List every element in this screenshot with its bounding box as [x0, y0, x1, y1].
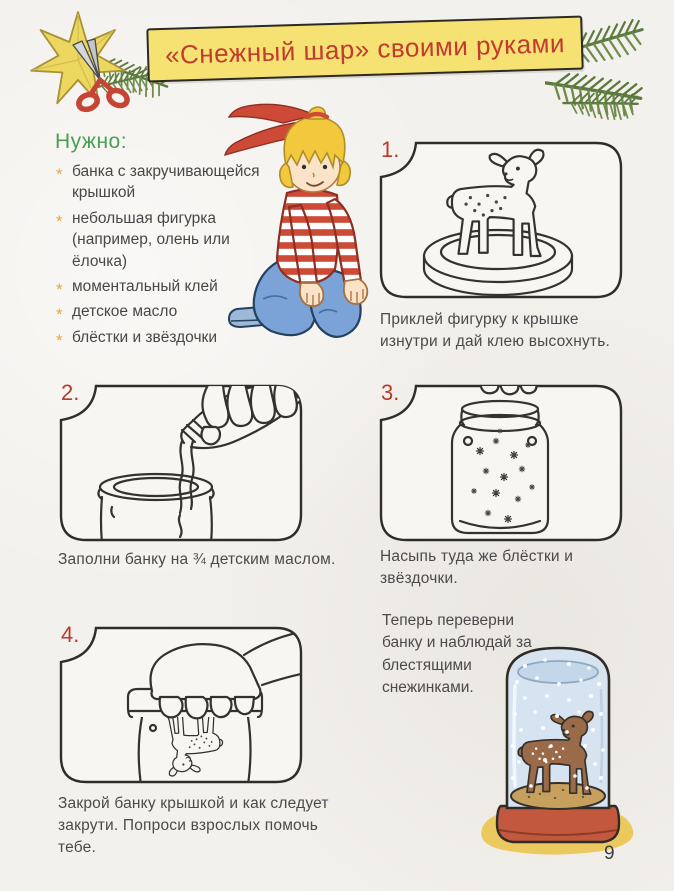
step-2-caption: Заполни банку на ¾ детским маслом. — [58, 551, 336, 568]
step-3-caption: Насыпь туда же блёстки и звёздочки. — [380, 548, 574, 587]
material-item: * блёстки и звёздочки — [55, 327, 260, 348]
step-4-number: 4. — [61, 622, 80, 647]
globe-ground — [511, 783, 605, 809]
asterisk-bullet-icon: * — [56, 165, 63, 184]
material-item: * небольшая фигурка (например, олень или ёлочка) — [56, 209, 230, 270]
asterisk-bullet-icon: * — [56, 211, 63, 231]
material-item: * банка с закручивающейся крышкой — [56, 163, 260, 202]
step-1-panel — [376, 137, 626, 300]
step-4-panel — [56, 622, 306, 785]
step-3-number: 3. — [381, 380, 400, 405]
final-instruction: Теперь переверни банку и наблюдай за блестящими снежинками. — [382, 612, 532, 697]
step-1-caption: Приклей фигурку к крышке изнутри и дай клею высохнуть. — [380, 311, 610, 350]
material-item: * детское масло — [55, 301, 260, 322]
page-number: 9 — [604, 843, 615, 864]
paper-star-and-scissors-icon — [18, 8, 153, 116]
step-2-number: 2. — [61, 380, 80, 405]
asterisk-bullet-icon: * — [56, 279, 63, 299]
asterisk-bullet-icon: * — [56, 330, 63, 350]
step-3-panel — [376, 380, 626, 543]
materials-heading: Нужно: — [55, 130, 128, 153]
step-4-caption: Закрой банку крышкой и как следует закрути. Попроси взрослых помочь тебе. — [58, 795, 329, 856]
material-item: * моментальный клей — [55, 276, 260, 297]
asterisk-bullet-icon: * — [56, 305, 63, 325]
step-2-panel — [56, 380, 306, 543]
finished-snow-globe-illustration — [455, 638, 667, 866]
title-banner — [146, 16, 583, 83]
page-title: «Снежный шар» своими руками — [164, 27, 566, 70]
girl-kneeling-illustration — [223, 93, 378, 345]
step-1-number: 1. — [381, 137, 400, 162]
globe-base — [497, 806, 619, 842]
